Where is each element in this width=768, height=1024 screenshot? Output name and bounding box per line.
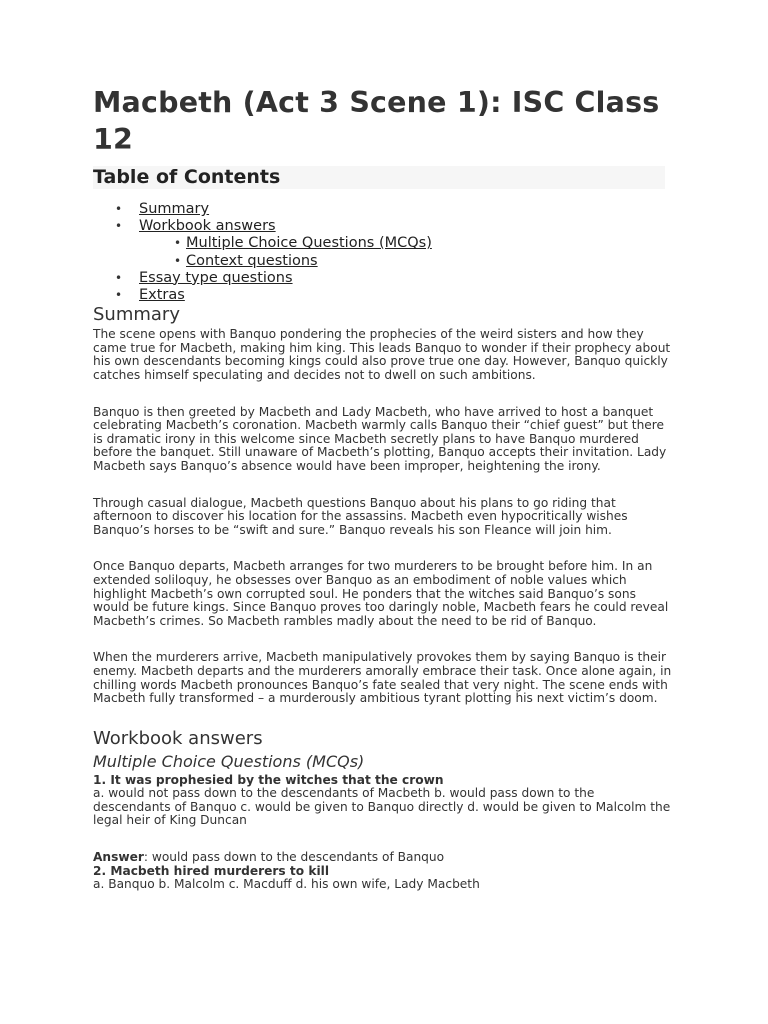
summary-paragraph: When the murderers arrive, Macbeth manipulatively provokes them by saying Banquo is their enemy. Macbeth departs and the murderers amorally embrace their task. Once alone again, in chilling words Macbeth pronounces Banquo’s fate sealed that very night. The scene ends with Macbeth fully transformed – a murderously ambitious tyrant plotting his next victim’s doom.: [93, 650, 672, 706]
toc-item-summary: [93, 201, 675, 218]
summary-paragraph: Through casual dialogue, Macbeth questions Banquo about his plans to go riding that afternoon to discover his location for the assassins. Macbeth even hypocritically wishes Banquo’s horses to be “swift and sure.” Banquo reveals his son Fleance will join him.: [93, 495, 628, 537]
bullet-icon: •: [115, 202, 123, 216]
question-1: 1. It was prophesied by the witches that the crown: [93, 772, 444, 787]
bullet-icon: •: [174, 236, 182, 251]
summary-paragraph: Banquo is then greeted by Macbeth and Lady Macbeth, who have arrived to host a banquet celebrating Macbeth’s coronation. Macbeth warmly calls Banquo their “chief guest” but there is dramatic irony in this welcome since Macbeth secretly plans to have Banquo murdered before the banquet. Still unaware of Macbeth’s plotting, Banquo accepts their invitation. Lady Macbeth says Banquo’s absence would have been improper, heightening the irony.: [93, 404, 667, 473]
toc-link-workbook-answers[interactable]: Workbook answers: [139, 218, 276, 235]
bullet-icon: •: [115, 288, 123, 303]
toc-link-mcqs[interactable]: Multiple Choice Questions (MCQs): [186, 235, 432, 252]
summary-paragraph: Once Banquo departs, Macbeth arranges for two murderers to be brought before him. In an extended soliloquy, he obsesses over Banquo as an embodiment of noble values which highlight Macbeth’s own corrupted soul. He ponders that the witches said Banquo’s sons would be future kings. Since Banquo proves too daringly noble, Macbeth fears he could reveal Macbeth’s crimes. So Macbeth rambles madly about the need to be rid of Banquo.: [93, 559, 669, 628]
toc-link-essay-questions[interactable]: Essay type questions: [139, 269, 293, 286]
toc-item-essay-questions: [93, 270, 675, 287]
question-1-options: a. would not pass down to the descendants of Macbeth b. would pass down to the descendants of Banquo c. would be given to Banquo directly d. would be given to Malcolm the legal heir of King Duncan: [93, 786, 671, 828]
question-2-options: a. Banquo b. Malcolm c. Macduff d. his own wife, Lady Macbeth: [93, 877, 480, 892]
toc-item-workbook-answers: [93, 218, 675, 235]
toc-item-extras: [93, 287, 675, 304]
toc-heading: Table of Contents: [93, 166, 665, 189]
question-2: 2. Macbeth hired murderers to kill: [93, 863, 330, 878]
toc-item-context-questions: [93, 253, 675, 270]
page-title: Macbeth (Act 3 Scene 1): ISC Class 12: [93, 86, 660, 156]
toc-link-extras[interactable]: Extras: [139, 287, 185, 304]
summary-paragraph: The scene opens with Banquo pondering the prophecies of the weird sisters and how they came true for Macbeth, making him king. This leads Banquo to wonder if their prophecy about his own descendants becoming kings could also prove true one day. However, Banquo quickly catches himself speculating and decides not to dwell on such ambitions.: [93, 327, 671, 382]
summary-heading: Summary: [93, 304, 180, 326]
answer-label: Answer: [93, 850, 144, 865]
toc-item-mcqs: [93, 235, 675, 252]
bullet-icon: •: [115, 219, 123, 234]
bullet-icon: •: [115, 270, 123, 285]
answer-text: : would pass down to the descendants of Banquo: [143, 850, 445, 865]
bullet-icon: •: [174, 253, 182, 268]
toc-link-summary[interactable]: Summary: [139, 201, 210, 217]
mcq-heading: Multiple Choice Questions (MCQs): [93, 751, 365, 771]
table-of-contents: [93, 201, 675, 304]
workbook-heading: Workbook answers: [93, 727, 263, 749]
question-1-answer: [93, 851, 675, 865]
toc-link-context-questions[interactable]: Context questions: [186, 252, 318, 269]
article: [93, 84, 675, 892]
